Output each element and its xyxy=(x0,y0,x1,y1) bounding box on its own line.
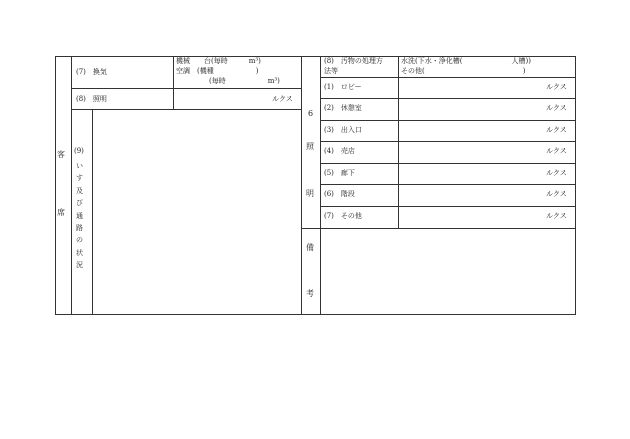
lighting-row-label: (2) 休憩室 xyxy=(324,104,362,112)
lighting-row-label: (1) ロビー xyxy=(324,83,362,91)
seating-vertical-char: び xyxy=(76,199,83,208)
lighting-section-char-2: 明 xyxy=(306,189,314,198)
right-bottom-border xyxy=(301,314,575,315)
waste-label-1: (8) 汚物の処理方 xyxy=(324,57,383,65)
seating-vertical-char: 路 xyxy=(76,224,83,233)
row-divider-2 xyxy=(320,120,575,121)
row-divider-4 xyxy=(320,163,575,164)
right-value-divider xyxy=(398,56,399,228)
ventilation-label: (7) 換気 xyxy=(76,68,107,76)
ventilation-hourly: (毎時 m³) xyxy=(209,77,280,85)
lighting-row-unit: ルクス xyxy=(546,104,567,112)
seating-vertical-char: 状 xyxy=(76,248,83,257)
seating-label-divider xyxy=(92,109,93,315)
row-divider-6 xyxy=(320,206,575,207)
lighting-row-label: (7) その他 xyxy=(324,212,362,220)
row-divider-lighting xyxy=(71,109,301,110)
remarks-char-2: 考 xyxy=(306,289,314,298)
seating-vertical-char: 及 xyxy=(76,186,83,195)
left-outer-border xyxy=(55,56,56,315)
lighting-row-unit: ルクス xyxy=(546,83,567,91)
row-divider-3 xyxy=(320,141,575,142)
lighting-section-number: 6 xyxy=(308,109,314,118)
right-section-divider xyxy=(320,56,321,315)
lighting-row-unit: ルクス xyxy=(546,190,567,198)
row-divider-ventilation xyxy=(71,88,301,89)
waste-value-2: その他( ) xyxy=(401,67,526,75)
lighting-row-label: (6) 階段 xyxy=(324,190,355,198)
seating-vertical-char: す xyxy=(76,174,83,183)
seating-number: (9) xyxy=(74,147,84,155)
seating-vertical-char: 況 xyxy=(76,261,83,270)
row-divider-1 xyxy=(320,98,575,99)
ventilation-value-divider xyxy=(173,56,174,109)
seating-vertical-char: 通 xyxy=(76,211,83,220)
lighting-row-label: (5) 廊下 xyxy=(324,169,355,177)
lighting-row-unit: ルクス xyxy=(546,126,567,134)
lighting-row-unit: ルクス xyxy=(546,147,567,155)
lighting-row-label: (3) 出入口 xyxy=(324,126,362,134)
lighting-section-char-1: 照 xyxy=(306,142,314,151)
right-outer-border xyxy=(575,56,576,315)
seating-vertical-char: の xyxy=(76,236,83,245)
left-right-border xyxy=(301,56,302,315)
lighting-label: (8) 照明 xyxy=(76,95,107,103)
seating-vertical-char: い xyxy=(76,162,83,170)
left-section-divider xyxy=(71,56,72,315)
lighting-row-label: (4) 売店 xyxy=(324,147,355,155)
seating-vertical-label xyxy=(76,160,83,272)
section-label-seat-2: 席 xyxy=(57,208,65,217)
waste-value-1: 水洗(下水・浄化槽( 人槽)) xyxy=(401,57,531,65)
lighting-unit: ルクス xyxy=(272,95,293,103)
row-divider-waste xyxy=(320,77,575,78)
lighting-row-unit: ルクス xyxy=(546,169,567,177)
remarks-char-1: 備 xyxy=(306,243,314,252)
ventilation-mechanical: 機械 台(毎時 m³) xyxy=(176,57,261,65)
lighting-row-unit: ルクス xyxy=(546,212,567,220)
row-divider-remarks xyxy=(301,228,575,229)
ventilation-aircon: 空調 (機種 ) xyxy=(176,67,259,75)
section-label-seat-1: 客 xyxy=(57,150,65,159)
waste-label-2: 法等 xyxy=(324,67,338,75)
row-divider-5 xyxy=(320,184,575,185)
